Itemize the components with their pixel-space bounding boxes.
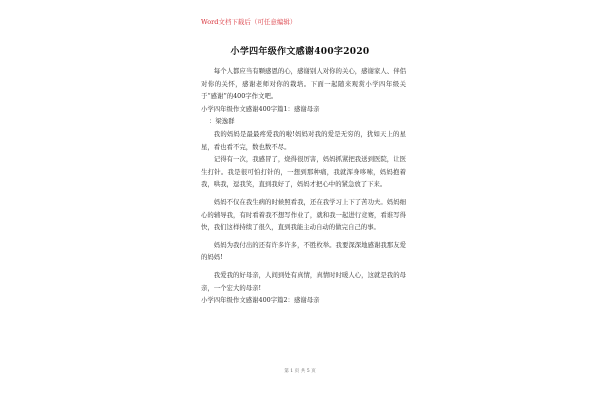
body-paragraph: 我的妈妈是最最疼爱我的啦!妈妈对我的爱是无穷的，犹如天上的星星，看也看不完，数也数不尽。 [201, 129, 406, 151]
body-paragraph: 妈妈不仅在我生病的时候照看我，还在我学习上下了苦功夫。妈妈细心的辅导我，有时看着我不想写作业了，就和我一起进行竞赛，看谁写得快，我们这样持续了很久，直到我能主动自动的做完自己的事。 [201, 197, 406, 232]
body-paragraph: 妈妈为我付出的还有许多许多，不胜枚举。我要深深地感谢我那友爱的妈妈! [201, 240, 406, 262]
body-paragraph: 每个人都应当有颗感恩的心，感谢别人对你的关心，感谢家人、伴侣对你的关怀，感谢老师对你的栽培。下面一起随来观赏小学四年级关于“感谢”的400字作文吧。 [201, 67, 406, 101]
document-body [201, 65, 406, 307]
page-number-footer: 第 1 页 共 5 页 [284, 369, 316, 374]
body-paragraph: 我爱我的好母亲，人间到处有真情，真情时时暖人心，这就是我的母亲，一个宏大的母亲! [201, 270, 406, 292]
download-note: Word文档下载后（可任意编辑） [201, 18, 297, 26]
body-paragraph: 记得有一次，我感冒了，烧得很厉害，妈妈抓紧把我送到医院，让医生打针。我是很可怕打针的，一想到那种痛，我就浑身哆嗦，妈妈抱着我，哄我，逗我笑，直到我好了，妈妈才把心中的紧急放了下来。 [201, 155, 406, 189]
document-title: 小学四年级作文感谢400字2020 [230, 47, 370, 57]
author-line: ：梁逸群 [209, 117, 235, 126]
section-heading: 小学四年级作文感谢400字篇2：感谢母亲 [201, 296, 320, 305]
section-heading: 小学四年级作文感谢400字篇1：感谢母亲 [201, 104, 320, 113]
